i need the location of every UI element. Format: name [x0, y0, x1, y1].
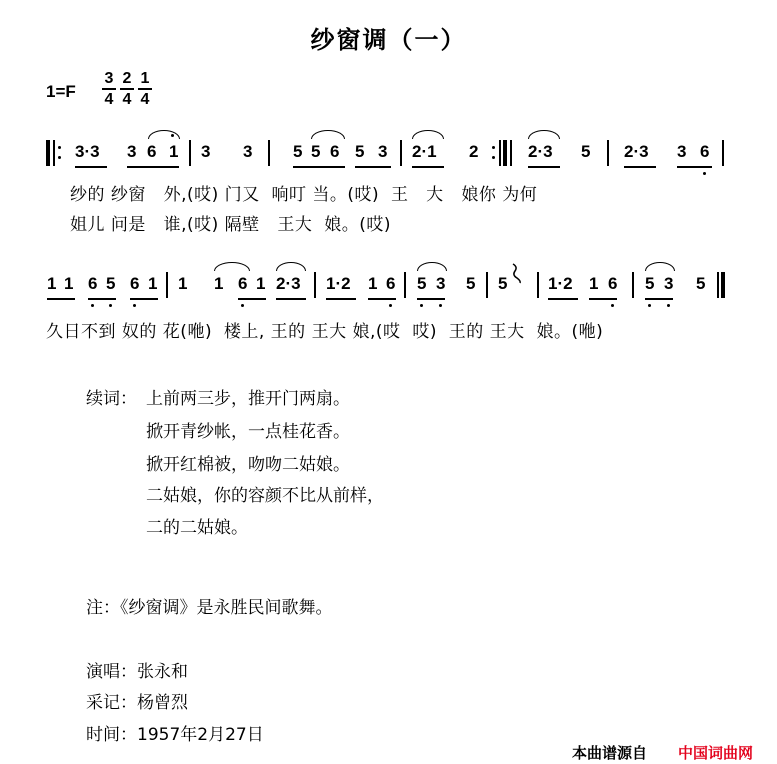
meter-numerator: 1 [140, 70, 150, 87]
note: 2·3 [624, 142, 649, 161]
note: 6 [147, 142, 157, 161]
note: 1 [47, 274, 57, 293]
slur [311, 130, 345, 139]
verse-line: 上前两三步，推开门两扇。 [146, 389, 350, 409]
credit-singer: 演唱：张永和 [86, 662, 188, 682]
barline [404, 272, 406, 298]
meter-3-4 [102, 70, 116, 108]
repeat-thin-bar [499, 140, 501, 166]
note: 3 [127, 142, 137, 161]
beam-line [293, 166, 345, 168]
note: 2·1 [412, 142, 437, 161]
note: 6 [88, 274, 98, 293]
note: 5 [581, 142, 591, 161]
beam-line [548, 298, 578, 300]
low-octave-dot [439, 304, 442, 307]
repeat-thick-bar [503, 140, 507, 166]
note: 2 [469, 142, 479, 161]
footer-source-label: 本曲谱源自 [572, 744, 648, 762]
note: 5 [645, 274, 655, 293]
slur [528, 130, 560, 139]
low-octave-dot [611, 304, 614, 307]
note: 3·3 [75, 142, 100, 161]
barline [314, 272, 316, 298]
note: 3 [677, 142, 687, 161]
note: 5 [355, 142, 365, 161]
meter-1-4 [138, 70, 152, 108]
slur [276, 262, 306, 271]
meter-2-4 [120, 70, 134, 108]
verse-line: 掀开红棉被，吻吻二姑娘。 [146, 455, 350, 475]
note: 2·3 [528, 142, 553, 161]
meter-numerator: 3 [104, 70, 114, 87]
barline [537, 272, 539, 298]
note: 3 [664, 274, 674, 293]
low-octave-dot [420, 304, 423, 307]
beam-line [589, 298, 617, 300]
note: 1 [589, 274, 599, 293]
note: 1 [178, 274, 188, 293]
note: 1 [214, 274, 224, 293]
note: 2·3 [276, 274, 301, 293]
meter-denominator: 4 [104, 91, 114, 108]
beam-line [238, 298, 266, 300]
note: 1·2 [548, 274, 573, 293]
repeat-dot [492, 146, 495, 149]
beam-line [412, 166, 444, 168]
barline [166, 272, 168, 298]
key-signature: 1=F [46, 82, 76, 101]
beam-line [624, 166, 656, 168]
credit-recorder: 采记：杨曾烈 [86, 693, 188, 713]
slur [412, 130, 444, 139]
glissando-mark [510, 262, 524, 284]
beam-line [130, 298, 158, 300]
note: 5 [417, 274, 427, 293]
final-thick-bar [721, 272, 725, 298]
final-thin-bar [717, 272, 719, 298]
verse-line: 二的二姑娘。 [146, 518, 248, 538]
beam-line [326, 298, 356, 300]
note: 6 [608, 274, 618, 293]
note: 6 [386, 274, 396, 293]
slur [645, 262, 675, 271]
repeat-thin-bar [53, 140, 55, 166]
note: 5 [498, 274, 508, 293]
note: 6 [330, 142, 340, 161]
verse-line: 二姑娘，你的容颜不比从前样， [146, 486, 384, 506]
barline [486, 272, 488, 298]
repeat-thick-bar [46, 140, 50, 166]
note: 3 [243, 142, 253, 161]
meter-numerator: 2 [122, 70, 132, 87]
slur [417, 262, 447, 271]
barline [722, 140, 724, 166]
annotation-note: 注：《纱窗调》是永胜民间歌舞。 [86, 598, 333, 618]
note: 3 [378, 142, 388, 161]
note: 1 [64, 274, 74, 293]
note: 5 [106, 274, 116, 293]
beam-line [47, 298, 75, 300]
beam-line [368, 298, 396, 300]
note: 5 [696, 274, 706, 293]
repeat-thin-bar [510, 140, 512, 166]
beam-line [417, 298, 445, 300]
repeat-dot [58, 156, 61, 159]
barline [632, 272, 634, 298]
note: 1·2 [326, 274, 351, 293]
beam-line [276, 298, 306, 300]
slur [148, 130, 180, 139]
low-octave-dot [241, 304, 244, 307]
barline [607, 140, 609, 166]
low-octave-dot [703, 172, 706, 175]
note: 1 [368, 274, 378, 293]
barline [189, 140, 191, 166]
beam-line [355, 166, 391, 168]
low-octave-dot [91, 304, 94, 307]
meter-denominator: 4 [122, 91, 132, 108]
low-octave-dot [389, 304, 392, 307]
lyric-line-3: 久日不到 奴的 花(咃) 楼上, 王的 王大 娘,(哎 哎) 王的 王大 娘。(咃) [46, 322, 604, 342]
note: 6 [700, 142, 710, 161]
verse-line: 掀开青纱帐，一点桂花香。 [146, 422, 350, 442]
page-title: 纱窗调（一） [310, 26, 467, 54]
note: 1 [169, 142, 179, 161]
note: 1 [148, 274, 158, 293]
low-octave-dot [667, 304, 670, 307]
lyric-line-2: 姐儿 问是 谁,(哎) 隔壁 王大 娘。(哎) [70, 215, 391, 235]
note: 3 [201, 142, 211, 161]
beam-line [88, 298, 116, 300]
note: 1 [256, 274, 266, 293]
footer-site-link[interactable]: 中国词曲网 [678, 744, 754, 762]
note: 3 [436, 274, 446, 293]
beam-line [677, 166, 712, 168]
note: 5 [293, 142, 303, 161]
high-octave-dot [171, 134, 174, 137]
slur [214, 262, 250, 271]
repeat-dot [58, 146, 61, 149]
meter-denominator: 4 [140, 91, 150, 108]
beam-line [127, 166, 179, 168]
barline [400, 140, 402, 166]
note: 6 [238, 274, 248, 293]
barline [268, 140, 270, 166]
beam-line [645, 298, 673, 300]
beam-line [75, 166, 107, 168]
low-octave-dot [109, 304, 112, 307]
low-octave-dot [133, 304, 136, 307]
low-octave-dot [648, 304, 651, 307]
beam-line [528, 166, 560, 168]
note: 5 [311, 142, 321, 161]
repeat-dot [492, 156, 495, 159]
note: 6 [130, 274, 140, 293]
credit-date: 时间：1957年2月27日 [86, 725, 264, 745]
verses-label: 续词： [86, 389, 137, 409]
lyric-line-1: 纱的 纱窗 外,(哎) 门又 响叮 当。(哎) 王 大 娘你 为何 [70, 185, 538, 205]
note: 5 [466, 274, 476, 293]
